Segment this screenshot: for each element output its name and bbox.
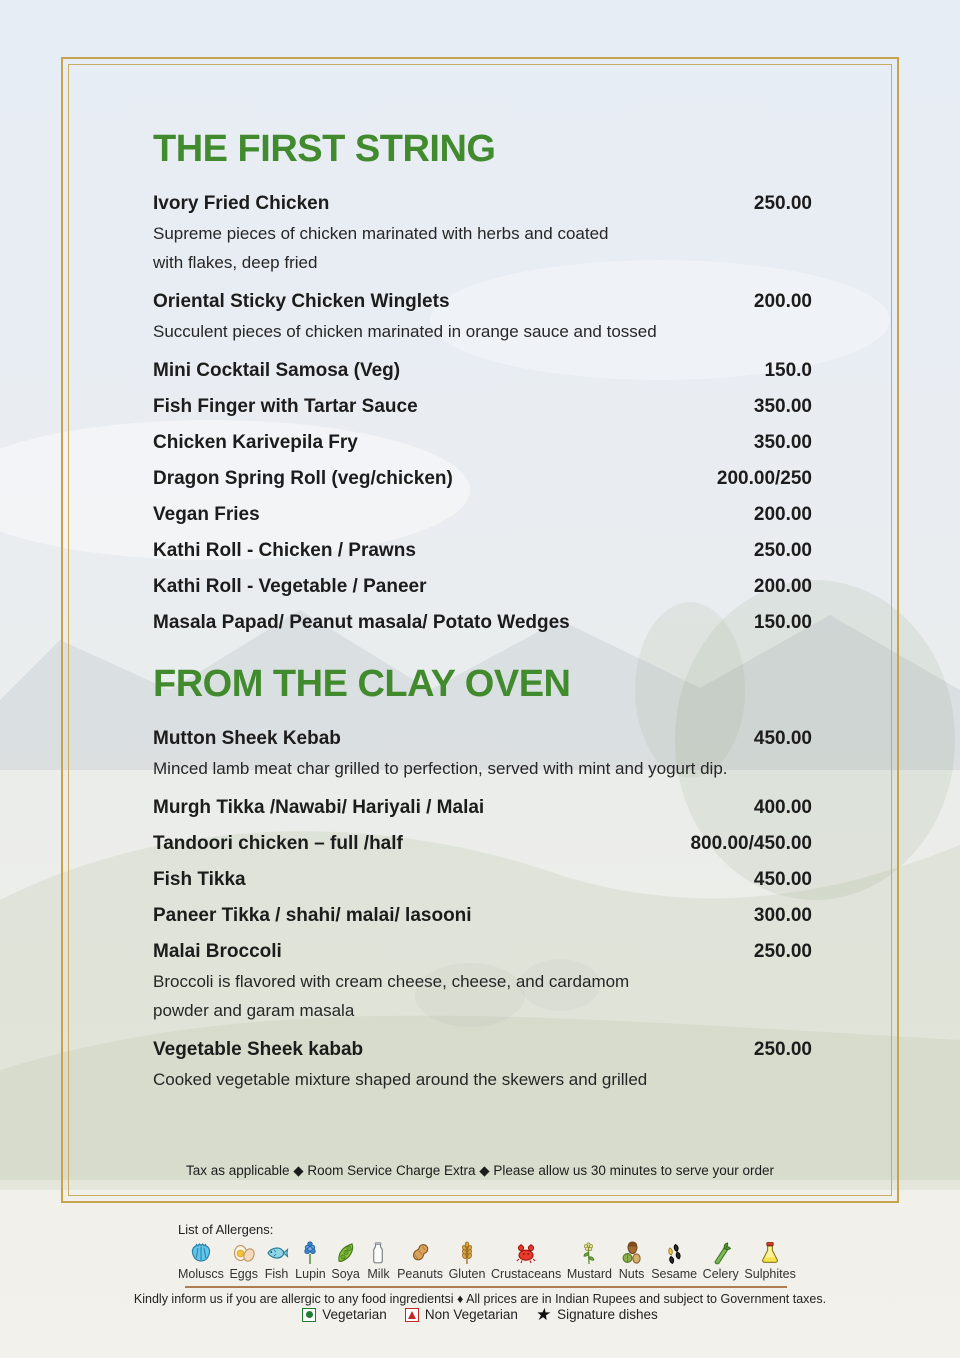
menu-item-price: 200.00/250 [716,468,812,489]
allergen-fish [264,1240,290,1281]
menu-item-name: Fish Tikka [153,869,246,890]
menu-item [153,360,812,382]
allergen-label: Eggs [229,1267,258,1281]
menu-item-price: 150.00 [753,612,812,633]
nonveg-mark-icon [405,1308,419,1322]
lupin-flower-icon [297,1240,323,1266]
menu-item-name: Mini Cocktail Samosa (Veg) [153,360,401,381]
allergen-label: Soya [331,1267,360,1281]
legend-label: Signature dishes [557,1307,658,1322]
star-icon: ★ [534,1305,553,1324]
allergen-label: Gluten [448,1267,486,1281]
menu-frame [61,57,899,1203]
allergen-label: Celery [702,1267,739,1281]
allergen-row [178,1240,796,1281]
menu-item-name: Kathi Roll - Vegetable / Paneer [153,576,427,597]
menu-item [153,728,812,783]
section-title-first-string: THE FIRST STRING [153,128,496,170]
menu-item-name: Oriental Sticky Chicken Winglets [153,291,450,312]
menu-item-name: Tandoori chicken – full /half [153,833,403,854]
allergen-celery [703,1240,739,1281]
menu-item-price: 250.00 [753,540,812,561]
menu-item-name: Fish Finger with Tartar Sauce [153,396,418,417]
menu-item [153,1039,812,1094]
veg-mark-icon [302,1308,316,1322]
allergen-label: Crustaceans [491,1267,562,1281]
allergen-soya [331,1240,360,1281]
menu-item [153,540,812,562]
footer-divider [185,1286,787,1288]
allergen-label: Peanuts [397,1267,443,1281]
menu-item [153,905,812,927]
allergen-label: Sesame [651,1267,698,1281]
diet-legend [0,1306,960,1323]
service-note: Tax as applicable ◆ Room Service Charge Extra ◆ Please allow us 30 minutes to serve your order [185,1163,775,1178]
allergen-label: Moluscs [178,1267,224,1281]
allergen-mustard [567,1240,612,1281]
menu-item [153,193,812,277]
menu-item-price: 250.00 [753,193,812,214]
menu-item-price: 250.00 [753,1039,812,1060]
menu-item-desc: Broccoli is flavored with cream cheese, cheese, and cardamom [153,972,630,991]
menu-item-name: Murgh Tikka /Nawabi/ Hariyali / Malai [153,797,485,818]
menu-item-name: Vegan Fries [153,504,260,525]
menu-item-name: Chicken Karivepila Fry [153,432,358,453]
menu-item [153,576,812,598]
soy-pod-icon [333,1240,359,1266]
allergen-label: Mustard [566,1267,612,1281]
menu-item-price: 300.00 [753,905,812,926]
legend-label: Non Vegetarian [424,1307,518,1322]
menu-item-desc: powder and garam masala [153,1001,355,1020]
menu-item [153,396,812,418]
menu-item-price: 200.00 [753,576,812,597]
menu-item-price: 150.0 [764,360,812,381]
menu-item-price: 800.00/450.00 [690,833,812,854]
allergen-label: Milk [367,1267,390,1281]
menu-item-price: 400.00 [753,797,812,818]
section-title-clay-oven: FROM THE CLAY OVEN [153,663,571,705]
menu-item-name: Kathi Roll - Chicken / Prawns [153,540,416,561]
crab-icon [512,1240,540,1266]
mustard-plant-icon [576,1240,602,1266]
menu-item [153,797,812,819]
legend-vegetarian [302,1307,387,1322]
allergen-sesame [651,1240,697,1281]
celery-stalk-icon [708,1240,734,1266]
menu-item-name: Mutton Sheek Kebab [153,728,341,749]
fish-icon [264,1240,290,1266]
menu-item-name: Masala Papad/ Peanut masala/ Potato Wedges [153,612,570,633]
menu-item-name: Vegetable Sheek kabab [153,1039,364,1060]
menu-content [63,59,897,1201]
wheat-ear-icon [454,1240,480,1266]
menu-item-price: 200.00 [753,504,812,525]
menu-item-name: Malai Broccoli [153,941,282,962]
menu-item-desc: Supreme pieces of chicken marinated with herbs and coated [153,224,609,243]
conical-flask-icon [757,1240,783,1266]
allergen-peanuts [397,1240,443,1281]
peanut-icon [407,1240,433,1266]
allergen-moluscs [178,1240,224,1281]
cracked-egg-icon [231,1240,257,1266]
menu-item-price: 350.00 [753,396,812,417]
allergen-nuts [618,1240,646,1281]
allergen-gluten [449,1240,486,1281]
menu-item [153,468,812,490]
allergen-label: Nuts [618,1267,645,1281]
menu-item-name: Dragon Spring Roll (veg/chicken) [153,468,453,489]
legend-label: Vegetarian [322,1307,387,1322]
menu-item-name: Ivory Fried Chicken [153,193,330,214]
menu-item-desc: Cooked vegetable mixture shaped around the skewers and grilled [153,1070,648,1089]
allergen-label: Sulphites [744,1267,796,1281]
allergens-heading: List of Allergens: [178,1222,274,1237]
legend-signature-dishes [536,1306,658,1323]
allergen-lupin [295,1240,326,1281]
menu-item-price: 200.00 [753,291,812,312]
allergen-crustaceans [491,1240,561,1281]
menu-item-price: 450.00 [753,869,812,890]
allergen-label: Fish [264,1267,289,1281]
menu-item-desc: Succulent pieces of chicken marinated in orange sauce and tossed [153,322,657,341]
allergy-price-note: Kindly inform us if you are allergic to any food ingredientsi ♦ All prices are in Indian Rupees and subject to Government taxes. [133,1292,827,1306]
menu-item [153,291,812,346]
menu-item [153,612,812,634]
allergen-sulphites [744,1240,795,1281]
milk-bottle-icon [365,1240,391,1266]
menu-item-price: 450.00 [753,728,812,749]
allergen-milk [365,1240,391,1281]
menu-item-desc: Minced lamb meat char grilled to perfection, served with mint and yogurt dip. [153,759,728,778]
sesame-seeds-icon [661,1240,687,1266]
menu-item [153,869,812,891]
menu-item [153,504,812,526]
menu-item [153,941,812,1025]
nuts-icon [618,1240,646,1266]
menu-item-price: 350.00 [753,432,812,453]
menu-item [153,833,812,855]
allergen-eggs [229,1240,258,1281]
menu-item-desc: with flakes, deep fried [153,253,318,272]
allergen-label: Lupin [295,1267,326,1281]
menu-item [153,432,812,454]
allergens-section [178,1222,796,1281]
menu-item-price: 250.00 [753,941,812,962]
scallop-shell-icon [188,1240,214,1266]
legend-non-vegetarian [405,1307,518,1322]
menu-item-name: Paneer Tikka / shahi/ malai/ lasooni [153,905,472,926]
